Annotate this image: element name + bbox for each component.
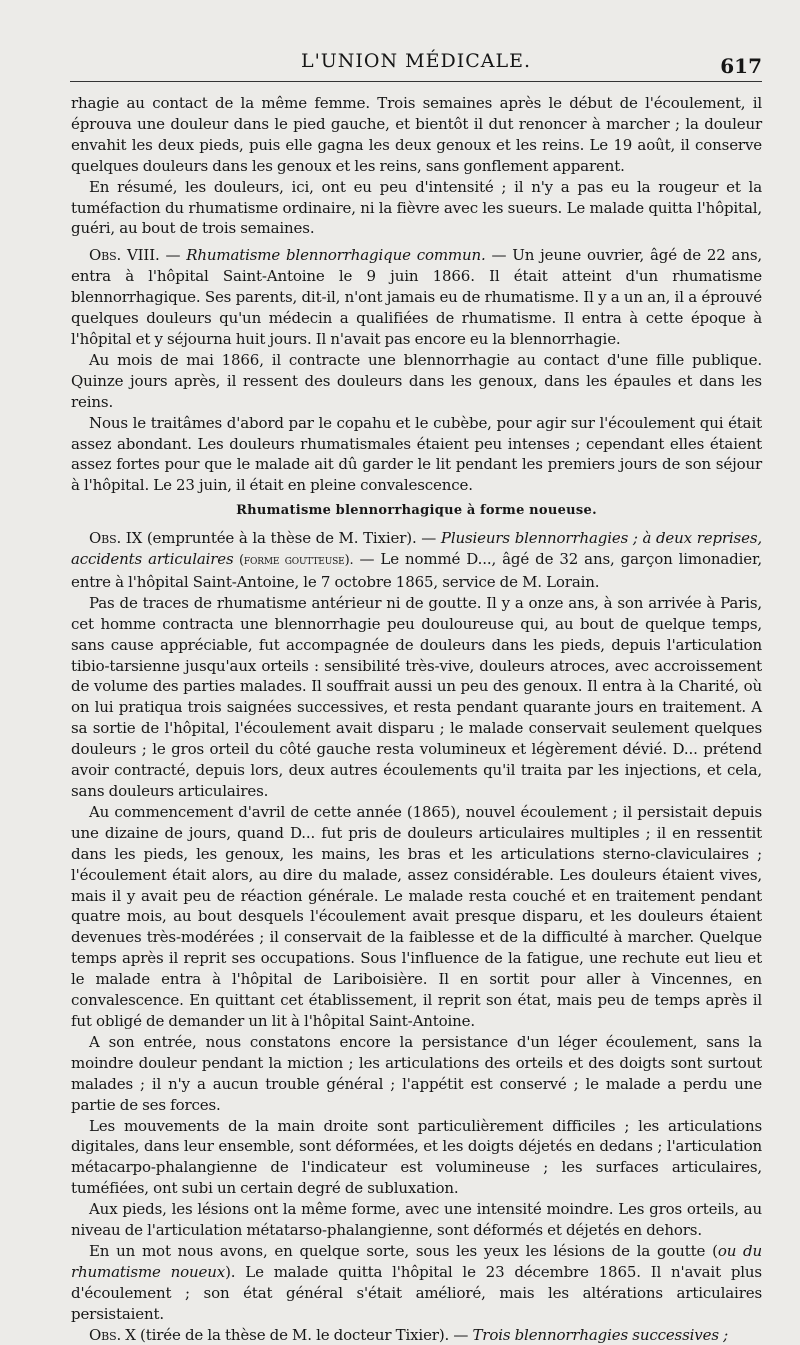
observation-text: Un jeune ouvrier, âgé de 22 ans, entra à l'hôpital Saint-Antoine le 9 juin 1866. Il était atteint d'un rhumatisme blennorrhagique. Ses parents, dit-il, n'ont jamais eu de rhumatisme. Il y a un an, il a éprouvé quelques douleurs qu'un médecin a qualifiées de rhumatisme. Il entra à cette époque à l'hôpital et y séjourna huit jours. Il n'avait pas encore eu la blennorrhagie. bbox=[71, 246, 762, 348]
paragraph: Aux pieds, les lésions ont la même forme, avec une intensité moindre. Les gros orteils, au niveau de l'articulation métatarso-phalangienne, sont déformés et déjetés en dehors. bbox=[71, 1200, 762, 1240]
text-run: En un mot nous avons, en quelque sorte, sous les yeux les lésions de la goutte ( bbox=[89, 1241, 718, 1260]
page-number: 617 bbox=[720, 54, 762, 78]
observation-source: (empruntée à la thèse de M. Tixier). — bbox=[142, 529, 441, 548]
body-text bbox=[71, 93, 762, 1345]
text-run: ). Le malade quitta l'hôpital le 23 décembre 1865. Il n'avait plus d'écoulement ; son état général s'était amélioré, mais les altérations articulaires persistaient. bbox=[71, 1262, 762, 1323]
paragraph: Nous le traitâmes d'abord par le copahu et le cubèbe, pour agir sur l'écoulement qui était assez abondant. Les douleurs rhumatismales étaient peu intenses ; cependant elles étaient assez fortes pour que le malade ait dû garder le lit pendant les premiers jours de son séjour à l'hôpital. Le 23 juin, il était en pleine convalescence. bbox=[71, 413, 762, 495]
paragraph: En résumé, les douleurs, ici, ont eu peu d'intensité ; il n'y a pas eu la rougeur et la tuméfaction du rhumatisme ordinaire, ni la fièvre avec les sueurs. Le malade quitta l'hôpital, guéri, au bout de trois semaines. bbox=[71, 177, 762, 238]
observation-title: Plusieurs blennorrhagies ; à deux reprises, accidents articulaires bbox=[71, 529, 762, 569]
paragraph: Au commencement d'avril de cette année (1865), nouvel écoulement ; il persistait depuis une dizaine de jours, quand D... fut pris de douleurs articulaires multiples ; il en ressentit dans les pieds, les genoux, les mains, les bras et les articulations sterno-claviculaires ; l'écoulement était alors, au dire du malade, assez considérable. Les douleurs étaient vives, mais il y avait peu de réaction générale. Le malade resta couché et en traitement pendant quatre mois, au bout desquels l'écoulement avait presque disparu, et les douleurs étaient devenues très-modérées ; il conservait de la faiblesse et de la difficulté à marcher. Quelque temps après il reprit ses occupations. Sous l'influence de la fatigue, une rechute eut lieu et le malade entra à l'hôpital de Lariboisière. Il en sortit pour aller à Vincennes, en convalescence. En quittant cet établissement, il reprit son état, mais peu de temps après il fut obligé de demander un lit à l'hôpital Saint-Antoine. bbox=[71, 802, 762, 1030]
paragraph: A son entrée, nous constatons encore la persistance d'un léger écoulement, sans la moindre douleur pendant la miction ; les articulations des orteils et des doigts sont surtout malades ; il n'y a aucun trouble général ; l'appétit est conservé ; le malade a perdu une partie de ses forces. bbox=[71, 1032, 762, 1114]
paragraph: Au mois de mai 1866, il contracte une blennorrhagie au contact d'une fille publique. Quinze jours après, il ressent des douleurs dans les genoux, dans les épaules et dans les reins. bbox=[71, 350, 762, 411]
header-rule bbox=[70, 81, 762, 82]
dash: — bbox=[353, 550, 381, 569]
observation-text: Le nommé D..., âgé de 32 ans, garçon limonadier, entre à l'hôpital Saint-Antoine, le 7 octobre 1865, service de M. Lorain. bbox=[71, 550, 762, 591]
paragraph bbox=[71, 1241, 762, 1325]
paragraph: Pas de traces de rhumatisme antérieur ni de goutte. Il y a onze ans, à son arrivée à Paris, cet homme contracta une blennorrhagie peu douloureuse qui, au bout de quelque temps, sans cause appréciable, fut accompagnée de douleurs dans les pieds, depuis l'articulation tibio-tarsienne jusqu'aux orteils : sensibilité très-vive, douleurs atroces, avec accroissement de volume des parties malades. Il souffrait aussi un peu des genoux. Il entra à la Charité, où on lui pratiqua trois saignées successives, et resta pendant quarante jours en traitement. A sa sortie de l'hôpital, l'écoulement avait disparu ; le malade conservait seulement quelques douleurs ; le gros orteil du côté gauche resta volumineux et légèrement dévié. D... prétend avoir contracté, depuis lors, deux autres écoulements qu'il traita par les injections, et cela, sans douleurs articulaires. bbox=[71, 593, 762, 800]
observation-8 bbox=[71, 245, 762, 350]
observation-source: (tirée de la thèse de M. le docteur Tixier). — bbox=[135, 1325, 473, 1344]
observation-label: Obs. X bbox=[89, 1325, 136, 1344]
observation-title: Trois blennorrhagies successives ; bbox=[472, 1325, 729, 1344]
observation-label: Obs. VIII. bbox=[89, 246, 160, 265]
paragraph: rhagie au contact de la même femme. Trois semaines après le début de l'écoulement, il éprouva une douleur dans le pied gauche, et bientôt il dut renoncer à marcher ; la douleur envahit les deux pieds, puis elle gagna les deux genoux et les reins. Le 19 août, il conserve quelques douleurs dans les genoux et les reins, sans gonflement apparent. bbox=[71, 94, 762, 175]
dash: — bbox=[159, 246, 187, 265]
paragraph: Les mouvements de la main droite sont particulièrement difficiles ; les articulations digitales, dans leur ensemble, sont déformées, et les doigts déjetés en dedans ; l'articulation métacarpo-phalangienne de l'indicateur est volumineuse ; les surfaces articulaires, tuméfiées, ont subi un certain degré de subluxation. bbox=[71, 1116, 762, 1198]
running-title: L'UNION MÉDICALE. bbox=[300, 50, 532, 72]
section-heading: Rhumatisme blennorrhagique à forme noueuse. bbox=[236, 503, 597, 519]
page-header bbox=[70, 44, 762, 78]
text-run-italic: ou du rhumatisme noueux bbox=[71, 1241, 762, 1281]
observation-10 bbox=[71, 1325, 762, 1345]
observation-9 bbox=[71, 528, 762, 593]
dash: — bbox=[485, 246, 513, 265]
observation-label: Obs. IX bbox=[89, 529, 143, 548]
observation-title: Rhumatisme blennorrhagique commun. bbox=[186, 246, 486, 265]
observation-form: (forme goutteuse). bbox=[233, 553, 354, 569]
